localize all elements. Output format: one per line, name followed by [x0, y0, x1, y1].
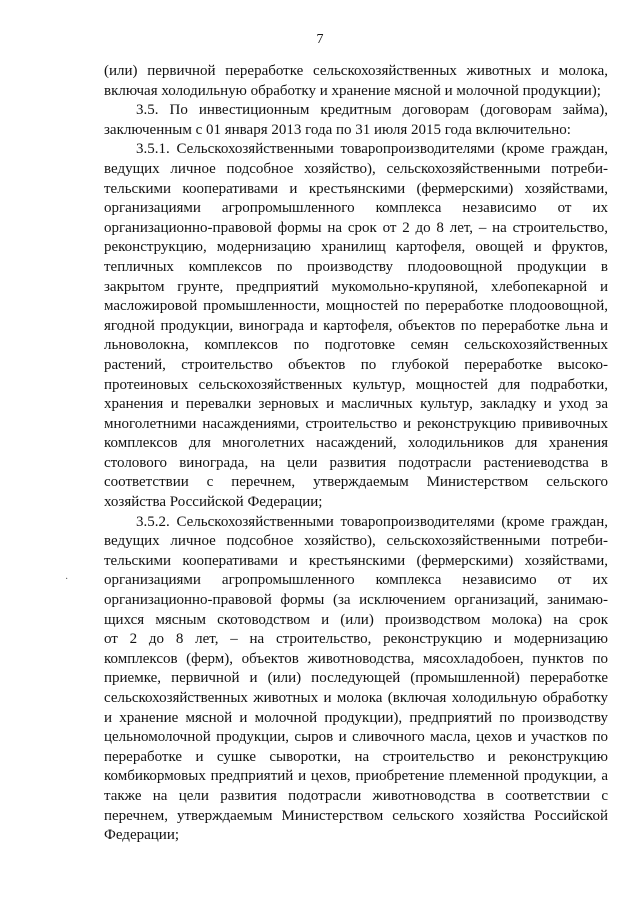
- text-line: и хранение мясной и молочной продукции), предприятий по производству: [104, 709, 608, 726]
- text-line: комбикормовых предприятий и цехов, приобретение племенной продукции, а: [104, 768, 608, 785]
- text-line: столового винограда, на цели развития подотрасли растениеводства в: [104, 454, 608, 471]
- text-line: 3.5.1. Сельскохозяйственными товаропроизводителями (кроме граждан,: [136, 141, 608, 158]
- text-line: растений, строительство объектов по глубокой переработке высоко-: [104, 356, 608, 373]
- text-line: заключенным с 01 января 2013 года по 31 июля 2015 года включительно:: [104, 121, 571, 138]
- text-line: реконструкцию, модернизацию хранилищ картофеля, овощей и фруктов,: [104, 239, 608, 256]
- text-line: включая холодильную обработку и хранение мясной и молочной продукции);: [104, 82, 601, 99]
- text-line: Федерации;: [104, 827, 180, 844]
- text-line: ведущих личное подсобное хозяйство), сельскохозяйственными потреби-: [104, 160, 608, 177]
- text-line: переработке и сушке сыворотки, на строительство и реконструкцию: [104, 748, 608, 765]
- text-line: 3.5.2. Сельскохозяйственными товаропроизводителями (кроме граждан,: [136, 513, 608, 530]
- text-line: хозяйства Российской Федерации;: [104, 494, 323, 511]
- paragraph-p0: [104, 62, 608, 101]
- text-line: 3.5. По инвестиционным кредитным договорам (договорам займа),: [136, 102, 608, 119]
- text-line: организациями агропромышленного комплекса независимо от их: [104, 572, 608, 589]
- text-line: щихся мясным скотоводством и (или) производством молока) на срок: [104, 611, 608, 628]
- text-line: тельскими кооперативами и крестьянскими (фермерскими) хозяйствами,: [104, 552, 608, 569]
- document-body: [104, 62, 608, 846]
- text-line: комплексов для многолетних насаждений, холодильников для хранения: [104, 435, 608, 452]
- text-line: цельномолочной продукции, сыров и сливочного масла, цехов и участков по: [104, 729, 608, 746]
- text-line: комплексов (ферм), объектов животноводства, мясохладобоен, пунктов по: [104, 650, 608, 667]
- text-line: многолетними насаждениями, строительство и реконструкцию прививочных: [104, 415, 608, 432]
- text-line: от 2 до 8 лет, – на строительство, реконструкцию и модернизацию: [104, 631, 608, 648]
- margin-dot: ·: [65, 574, 69, 585]
- text-line: организациями агропромышленного комплекса независимо от их: [104, 200, 608, 217]
- text-line: закрытом грунте, предприятий мукомольно-крупяной, хлебопекарной и: [104, 278, 608, 295]
- text-line: приемке, первичной и (или) последующей (промышленной) переработке: [104, 670, 608, 687]
- text-line: организационно-правовой формы (за исключением организаций, занимаю-: [104, 592, 608, 609]
- text-line: ведущих личное подсобное хозяйство), сельскохозяйственными потреби-: [104, 533, 608, 550]
- text-line: организационно-правовой формы на срок от 2 до 8 лет, – на строительство,: [104, 219, 608, 236]
- text-line: масложировой промышленности, мощностей по переработке плодоовощной,: [104, 298, 608, 315]
- paragraph-p-3-5-2: [104, 513, 608, 846]
- paragraph-p-3-5-1: [104, 140, 608, 512]
- text-line: тельскими кооперативами и крестьянскими (фермерскими) хозяйствами,: [104, 180, 608, 197]
- text-line: протеиновых сельскохозяйственных культур, мощностей для подработки,: [104, 376, 608, 393]
- text-line: ягодной продукции, винограда и картофеля, объектов по переработке льна и: [104, 317, 608, 334]
- page-number: 7: [316, 32, 324, 47]
- text-line: также на цели развития подотрасли животноводства в соответствии с: [104, 787, 608, 804]
- text-line: (или) первичной переработке сельскохозяйственных животных и молока,: [104, 63, 608, 79]
- text-line: перечнем, утверждаемым Министерством сельского хозяйства Российской: [104, 807, 608, 824]
- text-line: тепличных комплексов по производству плодоовощной продукции в: [104, 258, 608, 275]
- text-line: сельскохозяйственных животных и молока (включая холодильную обработку: [104, 690, 608, 706]
- text-line: хранения и перевалки зерновых и масличных культур, закладку и уход за: [104, 396, 608, 413]
- text-line: льноволокна, комплексов по подготовке семян сельскохозяйственных: [104, 337, 608, 354]
- paragraph-p-3-5: [104, 101, 608, 140]
- text-line: соответствии с перечнем, утверждаемым Министерством сельского: [104, 474, 608, 491]
